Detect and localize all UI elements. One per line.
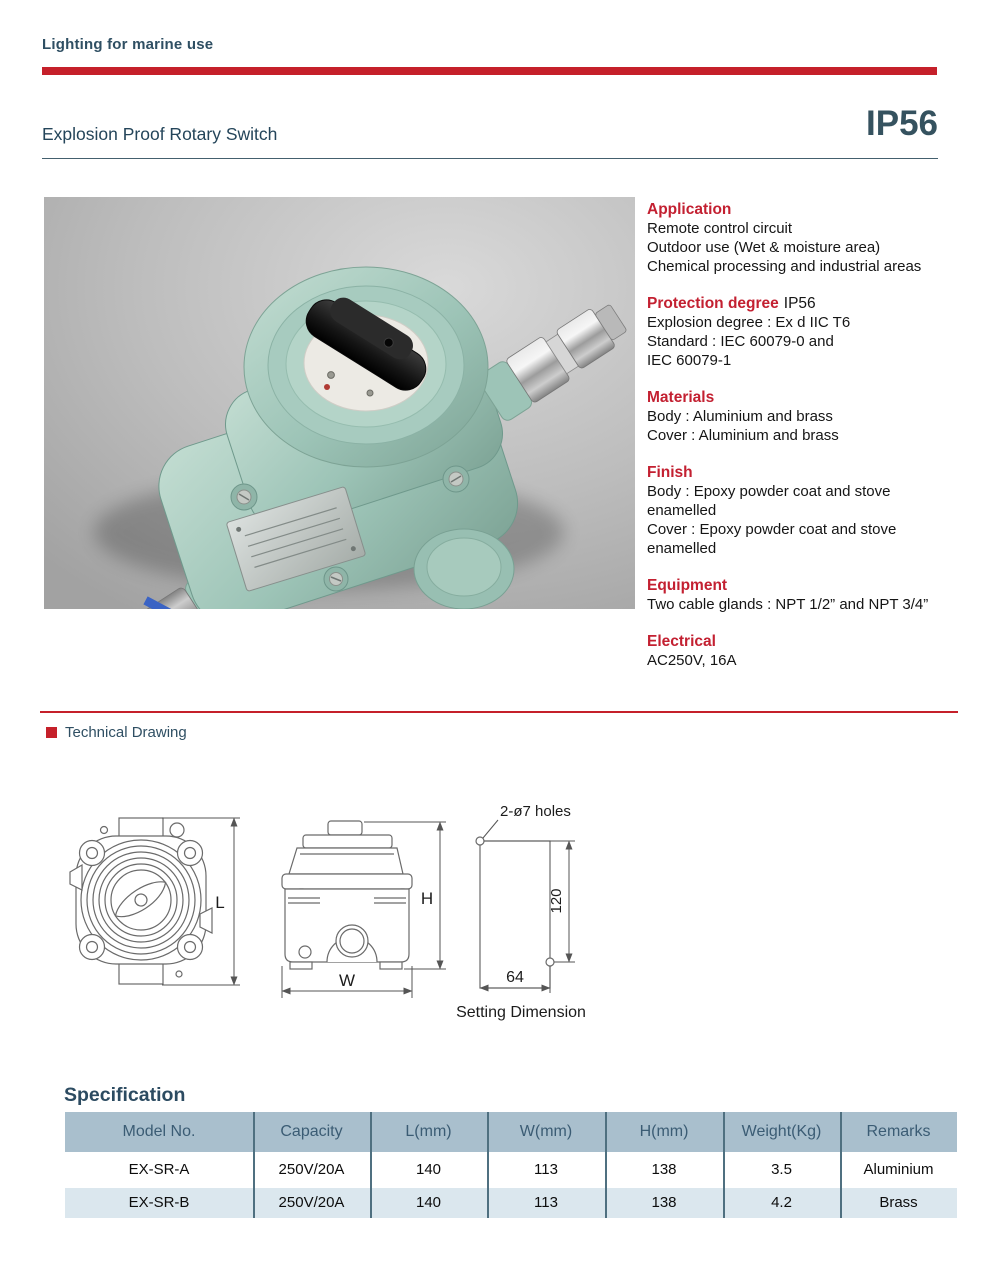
spec-cell: 250V/20A (278, 1194, 345, 1211)
spec-cell: 113 (534, 1194, 558, 1211)
detail-line: Chemical processing and industrial areas (647, 258, 922, 275)
spec-cell: 140 (415, 1161, 442, 1178)
dimension-label-W: W (338, 971, 356, 990)
section-materials (647, 388, 959, 445)
detail-line: IEC 60079-1 (647, 352, 732, 369)
detail-line: Two cable glands : NPT 1/2” and NPT 3/4” (647, 596, 929, 613)
section-bullet-icon (46, 727, 57, 738)
spec-header-cell: Remarks (866, 1123, 931, 1140)
section-heading: Application (647, 201, 732, 218)
ip-rating: IP56 (866, 104, 938, 143)
spec-cell: 3.5 (771, 1161, 792, 1178)
table-column-divider (605, 1112, 607, 1218)
detail-line: Explosion degree : Ex d IIC T6 (647, 314, 851, 331)
spec-cell: Brass (879, 1194, 918, 1211)
setting-dimension-caption: Setting Dimension (456, 1004, 586, 1021)
dimension-label-L: L (215, 893, 225, 912)
title-underline (42, 158, 938, 159)
section-protection-degree: Protection degree IP56 Explosion degree : Ex d IIC T6 Standard : IEC 60079-0 and IEC 60079-1 (647, 294, 959, 370)
detail-line: Cover : Aluminium and brass (647, 427, 839, 444)
spec-cell: EX-SR-B (128, 1194, 190, 1211)
detail-line: enamelled (647, 502, 717, 519)
section-heading: Finish (647, 464, 693, 481)
spec-cell: 140 (415, 1194, 442, 1211)
page-title: Explosion Proof Rotary Switch (42, 124, 278, 144)
spec-header-cell: Model No. (122, 1123, 196, 1140)
dial-red-mark (324, 384, 330, 390)
mounting-hole-bottom (546, 958, 554, 966)
dimension-label-H: H (420, 889, 434, 908)
table-row (65, 1156, 957, 1184)
section-application (647, 200, 959, 276)
detail-line: Outdoor use (Wet & moisture area) (647, 239, 881, 256)
spec-header-cell: L(mm) (405, 1123, 452, 1140)
spec-header-cell: Capacity (280, 1123, 343, 1140)
table-row (65, 1188, 957, 1218)
specification-table (65, 1112, 957, 1218)
section-heading: Electrical (647, 633, 716, 650)
spec-cell: 138 (651, 1194, 677, 1211)
spec-header-cell: Weight(Kg) (741, 1123, 822, 1140)
section-heading: Materials (647, 389, 715, 406)
spec-cell: EX-SR-A (128, 1161, 190, 1178)
spec-cell: 4.2 (771, 1194, 792, 1211)
spec-cell: 113 (534, 1161, 558, 1178)
table-column-divider (840, 1112, 842, 1218)
section-heading: Protection degree (647, 295, 779, 312)
technical-drawing-title: Technical Drawing (46, 724, 187, 741)
spec-cell: Aluminium (863, 1161, 934, 1178)
detail-line: AC250V, 16A (647, 652, 737, 669)
specification-title: Specification (64, 1084, 186, 1106)
holes-label: 2-ø7 holes (500, 803, 571, 820)
spec-header-cell: H(mm) (639, 1123, 689, 1140)
section-equipment (647, 576, 959, 614)
spec-header-cell: W(mm) (519, 1123, 573, 1140)
dimension-label-120: 120 (548, 888, 565, 914)
mounting-hole-top (476, 837, 484, 845)
dimension-label-64: 64 (506, 969, 524, 986)
table-header-row (65, 1112, 957, 1152)
section-electrical (647, 632, 959, 670)
table-column-divider (723, 1112, 725, 1218)
product-photo (44, 197, 635, 609)
table-column-divider (253, 1112, 255, 1218)
spec-cell: 250V/20A (278, 1161, 345, 1178)
front-view-drawing (62, 810, 247, 992)
setting-dimension-drawing (455, 795, 645, 1030)
side-boss (414, 529, 514, 609)
section-heading: Equipment (647, 577, 728, 594)
detail-line: enamelled (647, 540, 717, 557)
detail-line: Body : Aluminium and brass (647, 408, 833, 425)
side-view-drawing (276, 812, 448, 1012)
table-column-divider (487, 1112, 489, 1218)
spec-cell: 138 (651, 1161, 677, 1178)
page-category: Lighting for marine use (42, 36, 214, 53)
table-column-divider (370, 1112, 372, 1218)
detail-line: Standard : IEC 60079-0 and (647, 333, 834, 350)
detail-line: Cover : Epoxy powder coat and stove (647, 521, 897, 538)
detail-line: Body : Epoxy powder coat and stove (647, 483, 891, 500)
section-divider-rule (40, 711, 958, 713)
detail-line: Remote control circuit (647, 220, 793, 237)
header-accent-bar (42, 67, 937, 75)
product-details (647, 200, 959, 688)
rotary-head (244, 267, 488, 467)
section-finish (647, 463, 959, 558)
